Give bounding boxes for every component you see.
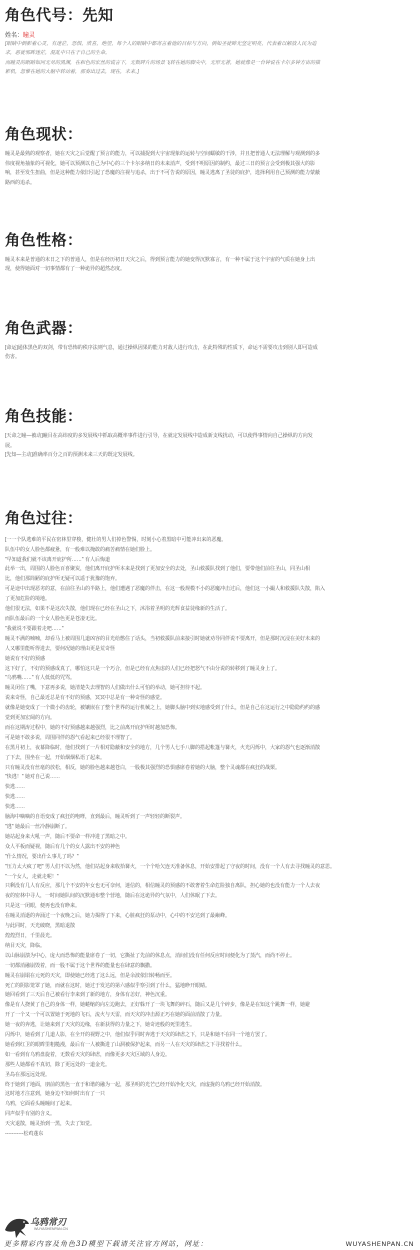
section-1 xyxy=(5,123,415,188)
body-line: 在瞳灵消逝的奔涌过一个夜晚之后，她力揭得了下来，心脏疯狂的泵动中，心中的不安达到了最巅峰。 xyxy=(5,913,231,920)
body-line: 同声似乎有别的含义。 xyxy=(5,1111,56,1118)
body-line: 只是这一闭眼，便再也没有睁来。 xyxy=(5,903,81,910)
body-line: 天灾退散，瞳灵抬到一黑，失去了知觉。 xyxy=(5,1121,96,1128)
body-line: "什么情况，要出什么事儿了吗？" xyxy=(5,853,79,860)
sections-container xyxy=(5,123,415,1140)
body-line: "早知道我们就不该离开庇护所……" 有人后悔道 xyxy=(5,556,110,563)
section-2 xyxy=(5,229,415,275)
intro-line: [眼睛中倒影着心灵，有迷茫，恐惧，欣喜，绝望，每个人的眼睛中都寄言着他的目标与方向，例如圣徒眸光坚定明亮，代表着以解放人民为追 xyxy=(5,41,317,47)
section-heading: 角色现状： xyxy=(5,125,83,144)
body-line: 她一夜的奔逃，让她来到了天灾的边缘，在新获得的力量之下，她奇迹般的死里逃生。 xyxy=(5,1022,196,1029)
section-body xyxy=(5,256,415,275)
body-line: 众人平板而疑视，随后有几个的女人露出不安的神色 xyxy=(5,843,121,850)
body-line: 队伍中的女人脸色都疲惫，有一般难以掩敢的痛苦痛情在她们脸上。 xyxy=(5,546,156,553)
body-line: 伟度视角抽象的可视化，她可以预测以自己为中心的三个卡尔多纳日的未来消声，受到不明原因的制约，最过三日的预言会受到极其强大的影 xyxy=(5,160,316,167)
body-line: 快逃…… xyxy=(5,784,26,791)
body-line: 这下好了，不好的预感成真了，哪怕这只是一个巧合，但是已经有点焦虑的人们已经把怒气不由分说的转移到了瞳灵身上了。 xyxy=(5,665,281,672)
section-heading: 角色武器： xyxy=(5,318,83,337)
logo-subtext: WUYASHENPAN.CN xyxy=(34,1227,68,1231)
body-line: 以山脉崩溃为中心，庞大而恐怖的能量席卷了一切，它撕扯了先前的休息点，消间们没有任何反应时间便化为了蒸汽，而尚不停止。 xyxy=(5,952,296,959)
intro-line: 影机，忽惟在她的大脑中转动着，那奏出过去，现在，未来。] xyxy=(5,68,139,75)
section-heading: 角色过往： xyxy=(5,508,83,527)
body-line: "压力太大疯了吧" 男人们不以为然，他们站起身来收拾篝火，一个个哈欠连天准备休息，开始安排起了守夜的时间，没有一个人有去寻找瞳灵的意思。 xyxy=(5,863,335,870)
body-line: 与此同时，天光破晓，黑暗退散 xyxy=(5,923,76,930)
body-line: 响，甚至发生扭曲，但是这种能力依旧引起了恐魔的注视与追杀，出于不可告说的原因，瞳灵逃离了圣徒的庇护，选择利用自己预测的能力蒙蔽 xyxy=(5,170,321,177)
body-line: 像是有人挠黄了自己的身体一样，她蜷缩的向左边跑去，正好躲开了一块飞舞的碎石，随后又是几个碎步，像是是在知这个跳舞一样，她避 xyxy=(5,1002,311,1009)
character-name-line xyxy=(5,30,415,39)
body-line: 纳目天灾，降临。 xyxy=(5,942,46,949)
section-3 xyxy=(5,317,415,363)
body-line: 夜的密林中寻人，一时间她队间的沉默通布整个营地，随后在这诡异的气氛中，人们休眠了下去。 xyxy=(5,893,221,900)
body-line: [命运]通体黑色的双剑，带有恐怖的秩序法则气息，通过操纵因果的能力对敌人进行攻击，在此特殊的性质下，命运不需要攻击到别人即可造成 xyxy=(5,344,318,351)
body-line: 只有瞳灵没有丝毫的放松，相反，她的脸色越来越苍白，一股极其强烈的恐惧感席卷着她的大脑，整个灵魂都在疯狂的战栗。 xyxy=(5,764,281,771)
body-line: 快逃…… xyxy=(5,804,26,811)
section-body xyxy=(5,150,415,188)
body-line: 快逃…… xyxy=(5,794,26,801)
body-line: "我就说不要跟着走吧……" xyxy=(5,625,64,632)
body-line: 她说有不好的预感 xyxy=(5,655,46,662)
body-line: 在黑月初上，夜幕降临时，他们找到了一片相对隐蔽和安全的地方，几个男人七手八脚的搭起帐篷与篝火，火光闪烁中，大家的怨气也逐渐消散 xyxy=(5,744,321,751)
logo-text: 乌鸦常刃 xyxy=(30,1218,67,1228)
body-line: 煌煌烈日，千里晨光。 xyxy=(5,932,56,939)
body-line: 此举一出，周围的人脸色百喜聚炭，他们离开庇护所本来是找到了更加安全的去处，圣山救援队找到了他们，要带他们前往圣山，同圣山相 xyxy=(5,566,311,573)
body-line: -----------松鸡蓬东 xyxy=(5,1131,44,1138)
footer-url-link[interactable]: WUYASHENPAN.CN xyxy=(345,1240,414,1248)
footer-slogan: 更多精彩内容及角色3D模型下载请关注官方网站，网址： xyxy=(4,1240,209,1248)
body-line: 他们很无法，如果不是这次失散，他们现在已经在圣山之下，沐浴着圣明的光辉食益徒缘新的生活了。 xyxy=(5,606,231,613)
body-line: 乌鸦，它面看头瞳瞳间了起来。 xyxy=(5,1101,76,1108)
body-line: 一切都消融崩毁着，而一股不属于这个世界的能量也在肆意的飘撒。 xyxy=(5,962,156,969)
body-line: 了下去，围坐在一起，开始烟烟私语了起来。 xyxy=(5,754,106,761)
body-line: 瞳灵闭住了嘴，下意再多说，她清楚失去理智的人们做出什么可怕的举动，她可担待不起。 xyxy=(5,685,206,692)
intro-quote xyxy=(5,40,415,77)
name-value: 瞳灵 xyxy=(23,33,36,39)
body-line: 闪烁中，她看到了几道人影，在全开的视野之中，他们似乎同时奔逃于天灾的肆虐之下，只是和她不在同一个地方罢了。 xyxy=(5,1032,271,1039)
body-line: 人又哪里能听得进去，要何况她的理由更是荒奇怪 xyxy=(5,645,116,652)
body-line: 说来奇怪，自己最近总是有不好的预感，冥冥中总是有一种奇怪的感觉。 xyxy=(5,695,166,702)
section-body xyxy=(5,432,415,461)
body-line: 而队伍最后的一个女人脸色更是苍凄无比。 xyxy=(5,615,101,622)
body-line: 就像是她变成了一个微小的齿轮，被镶嵌在了整个世界的运行机械之上，她脚头脑中到实地感受到了什么，但是自己在这运行之中隐隐约约的感 xyxy=(5,705,321,712)
body-line: 可是她不敢多说，周围同伴的怨气看起来已经很不理智了。 xyxy=(5,734,136,741)
body-line: 她站起身来大吼一声，随后不要命一样冲进了黑暗之中。 xyxy=(5,833,131,840)
body-line: [先知—主动]准确率百分之百的预测未来三天的既定发展线。 xyxy=(5,452,138,459)
page-title: 角色代号：先知 xyxy=(5,6,114,24)
name-label: 姓名： xyxy=(5,33,24,39)
body-line: 开了一个又一个可以置她于死地的飞石，流火与天雷，而天灾的冲击源正巧在她的面前消散了力量。 xyxy=(5,1012,226,1019)
body-line: 现，使得她面对一切事情都有了一种诡异的超然态度。 xyxy=(5,266,126,273)
body-line: "逃" 她最后一丝冷静崩断了。 xyxy=(5,824,70,830)
body-line: 脑海中嘀嘀的自语变成了疯狂的咆哮，直到最后，瞳灵听到了一声轻轻的断裂声。 xyxy=(5,814,186,821)
body-line: 可是途中出现恶劣的意，在前往圣山的半路上，他们遭遇了恶魔的伴击，在这一般规模不小的恶魔冲击过后，他们这一小撮人和救援队失散，陷入 xyxy=(5,586,326,593)
body-line: 只剩没有几人有反应，那几个不安的年女也无可奈何，迷信的，相信瞳灵的预感的不敢奢着生命危险独自离队，担心她的也没有能力一个人去夜 xyxy=(5,883,321,890)
body-line: 觉到更加宏阔的方向。 xyxy=(5,715,56,722)
body-line: 展。 xyxy=(5,442,16,449)
body-line: "乌鸦嘴……" 有人低低的咒骂。 xyxy=(5,675,75,682)
section-body xyxy=(5,344,415,363)
body-line: 伤害。 xyxy=(5,354,21,361)
body-line: 圣岛在那远远处现。 xyxy=(5,1071,51,1078)
body-line: 终于她到了地面，朋前的黑色一直于和谐的融为一起，那圣明的光芒已经开始净化天灾，而虚拢的乌鸦已经开始消散。 xyxy=(5,1081,266,1088)
section-heading: 角色技能： xyxy=(5,406,83,425)
body-line: 瞳灵不满的喃喃，却看马上被周围几道凶容的目光给憋住了话头，当初救援队前来接引时她就劝导同伴说不要离开，但是那时沉浸在美好未来的 xyxy=(5,635,321,642)
body-line: 比，他们那简陋的庇护所无疑可以遥于犹豫的饱弃。 xyxy=(5,576,121,583)
body-line: "快逃！" 她对自己说…… xyxy=(5,774,60,781)
body-line: 那些人她都看不真切，除了更远处的一道金光。 xyxy=(5,1061,111,1068)
body-line: 瞳灵是最熟的观察者，她在天灾之后觉醒了预言的能力，可以捕捉到大宇宙现象的运转与空间蠕敏的干涉，并且把普通人无法理解与观测到的多 xyxy=(5,151,321,158)
section-body xyxy=(5,536,415,1140)
intro-line: 求，恶徒邪眸迷茫，混乱中只在于自己的生命。 xyxy=(5,50,111,57)
body-line: 瞳灵本来是普通的末日之下的普通人，但是在经历初日天灾之后，得到预言能力的她变得沉默寡言，有一种不属于这个宇宙的气质在她身上出 xyxy=(5,256,316,263)
crow-logo-icon xyxy=(2,1212,32,1240)
intro-line: 而瞳灵的眼睛如同无尽的黑渊，在和色的宏丝的谎言下，无数碎片的场景飞转在她的脚尖中，无形无著，她就像是一台钟说在卡尔多钟方宙的描 xyxy=(5,59,321,66)
body-line: 这时地才注意到，她身边不知何时出有了一只 xyxy=(5,1091,106,1098)
section-5 xyxy=(5,507,415,1140)
body-line: [一一个队逃难的平民在密林里穿梭，健壮的男人们掉色警惕，时刻小心着黑暗中可能冲出来的恶魔。 xyxy=(5,536,227,543)
body-line: 如一看到有乌鸦盘旋着，无数看天灾的肆虐，而像更多天灾区域的人身边。 xyxy=(5,1051,171,1058)
body-line: 而在这期涛过程中，她的不好预感越来越强烈，比之前离开庇护所时越加恐怖。 xyxy=(5,724,181,731)
footer-banner xyxy=(0,1212,420,1250)
body-line: 死亡的阴影笼罩了她，而就在这时，她过于发达的第六感似乎察引到了什么，猛地睁开眼睛。 xyxy=(5,982,211,989)
body-line: 她看到红卫的眼眸里粗糙漫，最后有一人被撕进了山洞被保护起来，而另一人在天灾的肆虐之下寻找着什么。 xyxy=(5,1041,246,1048)
body-line: 瞳灵在崩塌在元死的天灾，即使她已经逃了这么远，但是余波依旧转畅而至。 xyxy=(5,972,176,979)
body-line: 路西的追杀。 xyxy=(5,179,36,186)
body-line: [天命之瞳—被动]瞳目在高纬度的多发展线中抓取高概率事件进行引导，在就定发展线中造成新支线扰动，可以使得事情向自己操纵的方向发 xyxy=(5,432,313,439)
section-4 xyxy=(5,405,415,461)
body-line: 她回看到了三天后自己被看行李来到了新的地方，身体有恙好，神色沉重。 xyxy=(5,992,171,999)
body-line: "一个女人，走就走呢！" xyxy=(5,873,59,880)
body-line: 了更加危险的境地。 xyxy=(5,596,51,603)
section-heading: 角色性格： xyxy=(5,230,83,249)
